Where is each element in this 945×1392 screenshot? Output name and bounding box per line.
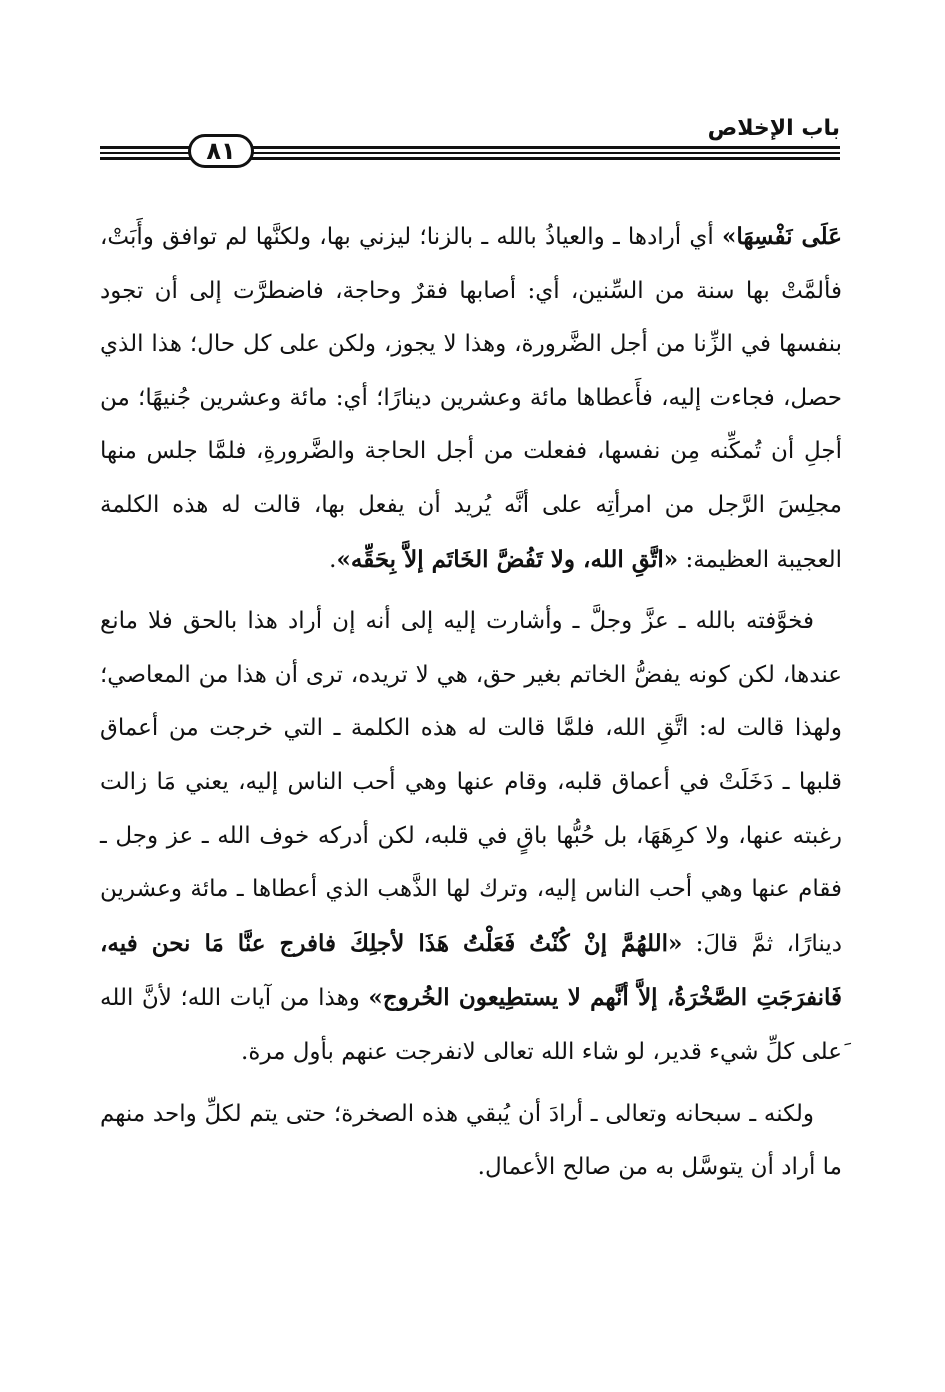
- page-number: ٨١: [206, 137, 236, 165]
- plain-text: .: [329, 546, 337, 573]
- paragraph-3: [100, 1088, 842, 1195]
- plain-text: وهذا من آيات الله؛ لأنَّ الله َعلى كلِّ شيء قدير، لو شاء الله تعالى لانفرجت عنهم بأول مرة.: [100, 985, 842, 1065]
- plain-text: فخوَّفته بالله ـ عزَّ وجلَّ ـ وأشارت إليه إلى أنه إن أراد هذا بالحق فلا مانع عندها، لكن كونه يفضُّ الخاتم بغير حق، هي لا تريده، ترى أن هذا من المعاصي؛ ولهذا قالت له: اتَّقِ الله، فلمَّا قالت له هذه الكلمة ـ التي خرجت من أعماق قلبها ـ دَخَلَتْ في أعماق قلبه، وقام عنها وهي أحب الناس إليه، يعني مَا زالت رغبته عنها، ولا كرِهَهَا، بل حُبُّها باقٍ في قلبه، لكن أدركه خوف الله ـ عز وجل ـ فقام عنها وهي أحب الناس إليه، وترك لها الذَّهب الذي أعطاها ـ مائة وعشرين دينارًا، ثمَّ قالَ:: [100, 608, 842, 957]
- paragraph-1: [100, 210, 842, 587]
- page-header: [100, 110, 840, 170]
- paragraph-2: [100, 595, 842, 1079]
- quote-text: «اللهُمَّ إنْ كُنْتُ فَعَلْتُ هَذَا لأجلِكَ فافرج عنَّا مَا نحن فيه، فَانفرَجَتِ الصَّخْرَةُ، إلاَّ أنَّهم لا يستطِيعون الخُروج»: [100, 929, 842, 1012]
- quote-text: عَلَى نَفْسِهَا»: [722, 223, 842, 250]
- plain-text: أي أرادها ـ والعياذُ بالله ـ بالزنا؛ ليزني بها، ولكنَّها لم توافق وأَبَتْ، فألمَّتْ بها سنة من السِّنين، أي: أصابها فقرٌ وحاجة، فاضطرَّت إلى أن تجود بنفسها في الزِّنا من أجل الضَّرورة، وهذا لا يجوز، ولكن على كل حال؛ هذا الذي حصل، فجاءت إليه، فأَعطاها مائة وعشرين دينارًا؛ أي: مائة وعشرين جُنيهًا؛ من أجلِ أن تُمكِّنه مِن نفسها، ففعلت من أجل الحاجة والضَّرورةِ، فلمَّا جلس منها مجلِسَ الرَّجل من امرأتِه على أنَّه يُريد أن يفعل بها، قالت له هذه الكلمة العجيبة العظيمة:: [100, 224, 842, 573]
- chapter-title: باب الإخلاص: [707, 116, 840, 141]
- body-text: [100, 210, 842, 1195]
- quote-text: «اتَّقِ الله، ولا تَفُضَّ الخَاتَم إلاَّ بِحَقِّه»: [336, 545, 679, 573]
- page-number-badge: [188, 134, 254, 168]
- plain-text: ولكنه ـ سبحانه وتعالى ـ أرادَ أن يُبقي هذه الصخرة؛ حتى يتم لكلِّ واحد منهم ما أراد أن يتوسَّل به من صالح الأعمال.: [100, 1100, 842, 1181]
